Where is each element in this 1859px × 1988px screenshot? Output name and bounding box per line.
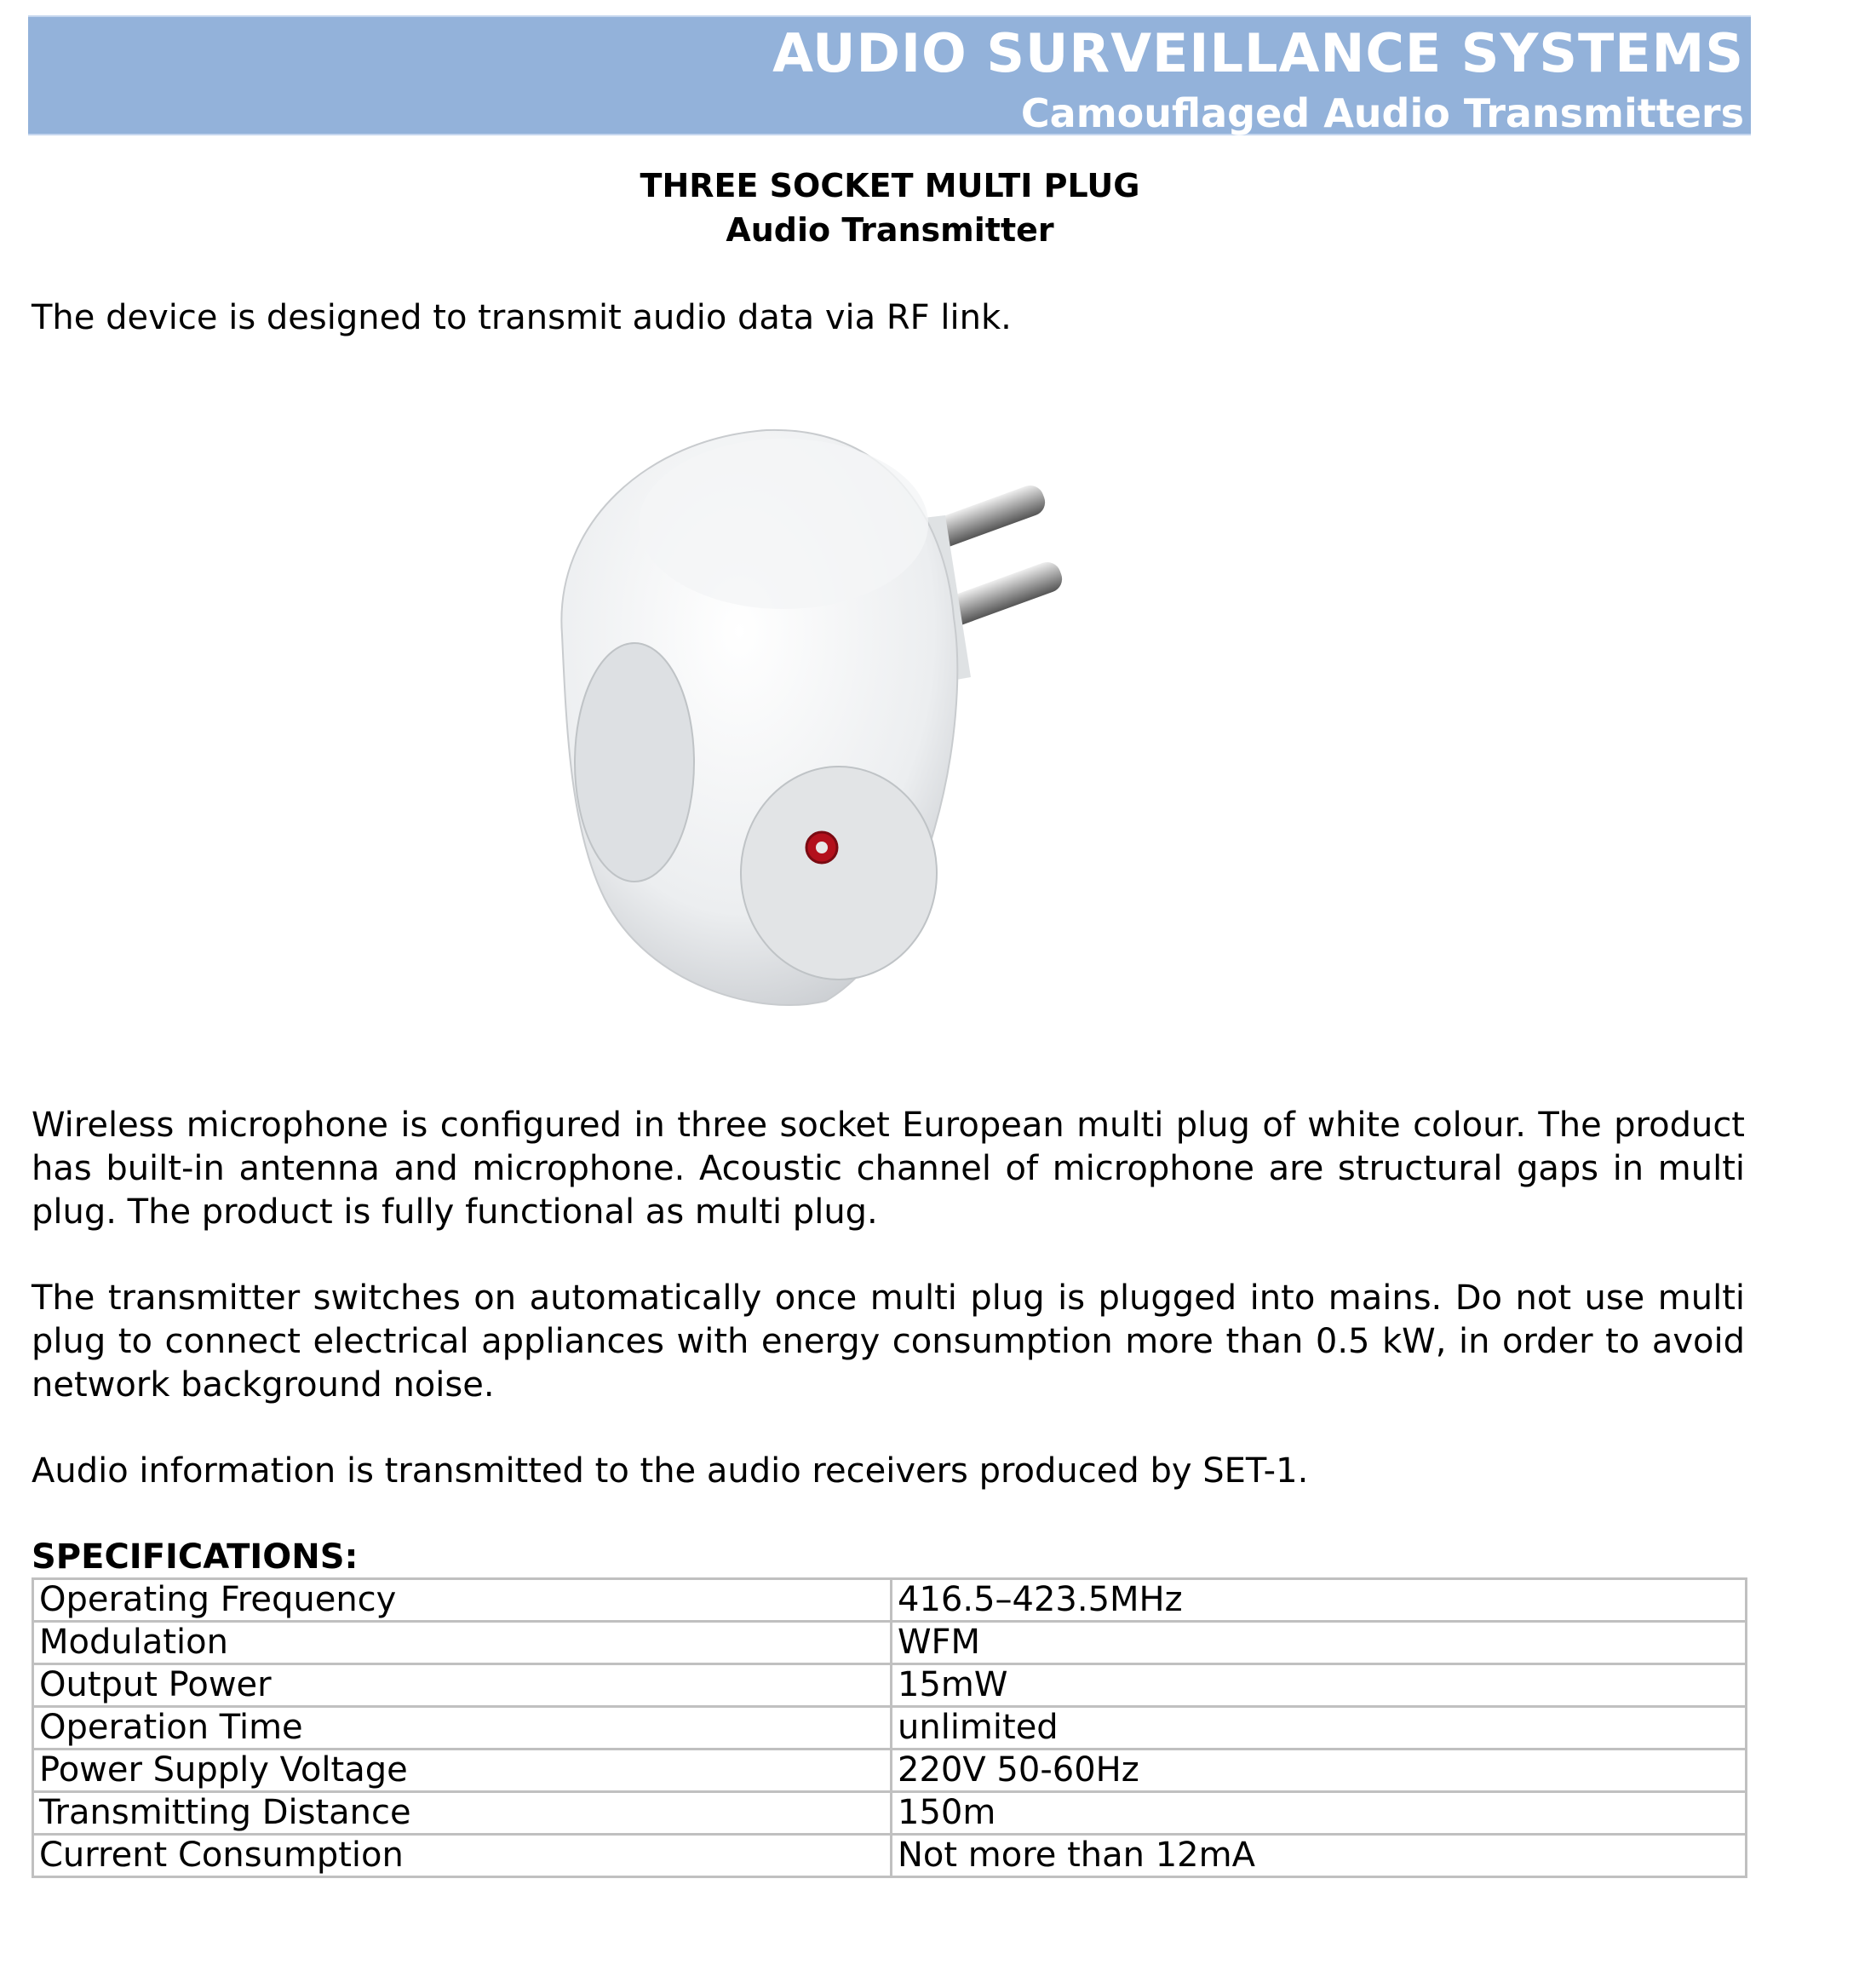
- description-paragraph: The transmitter switches on automatically once multi plug is plugged into mains. Do not use multi plug to connect electrical appliances with energy consumption more than 0.5 kW, in order to avoid network background noise.: [32, 1278, 1745, 1405]
- spec-value: 150m: [892, 1792, 1747, 1835]
- table-row: [33, 1835, 1747, 1877]
- spec-value: Not more than 12mA: [892, 1835, 1747, 1877]
- product-photo-multi-plug: [545, 422, 1235, 1009]
- table-row: [33, 1707, 1747, 1750]
- spec-value: WFM: [892, 1622, 1747, 1664]
- spec-label: Transmitting Distance: [33, 1792, 892, 1835]
- product-name: THREE SOCKET MULTI PLUG: [640, 167, 1140, 204]
- spec-label: Output Power: [33, 1664, 892, 1707]
- table-row: [33, 1664, 1747, 1707]
- spec-value: 416.5–423.5MHz: [892, 1579, 1747, 1622]
- header-banner: [28, 15, 1751, 135]
- spec-value: unlimited: [892, 1707, 1747, 1750]
- table-row: [33, 1622, 1747, 1664]
- spec-label: Operating Frequency: [33, 1579, 892, 1622]
- specifications-heading: SPECIFICATIONS:: [32, 1537, 359, 1577]
- table-row: [33, 1750, 1747, 1792]
- spec-label: Operation Time: [33, 1707, 892, 1750]
- description-paragraph: Wireless microphone is configured in three socket European multi plug of white colour. The product has built-in antenna and microphone. Acoustic channel of microphone are structural gaps in multi plug. The product is fully functional as multi plug.: [32, 1106, 1745, 1232]
- spec-value: 15mW: [892, 1664, 1747, 1707]
- product-type: Audio Transmitter: [726, 211, 1054, 249]
- spec-value: 220V 50-60Hz: [892, 1750, 1747, 1792]
- specifications-table: [32, 1577, 1747, 1878]
- header-subtitle: Camouflaged Audio Transmitters: [1020, 90, 1744, 136]
- intro-text: The device is designed to transmit audio data via RF link.: [32, 298, 1012, 337]
- spec-label: Power Supply Voltage: [33, 1750, 892, 1792]
- header-title: AUDIO SURVEILLANCE SYSTEMS: [772, 22, 1744, 84]
- description-paragraph: Audio information is transmitted to the audio receivers produced by SET-1.: [32, 1451, 1309, 1491]
- table-row: [33, 1579, 1747, 1622]
- spec-label: Current Consumption: [33, 1835, 892, 1877]
- table-row: [33, 1792, 1747, 1835]
- spec-label: Modulation: [33, 1622, 892, 1664]
